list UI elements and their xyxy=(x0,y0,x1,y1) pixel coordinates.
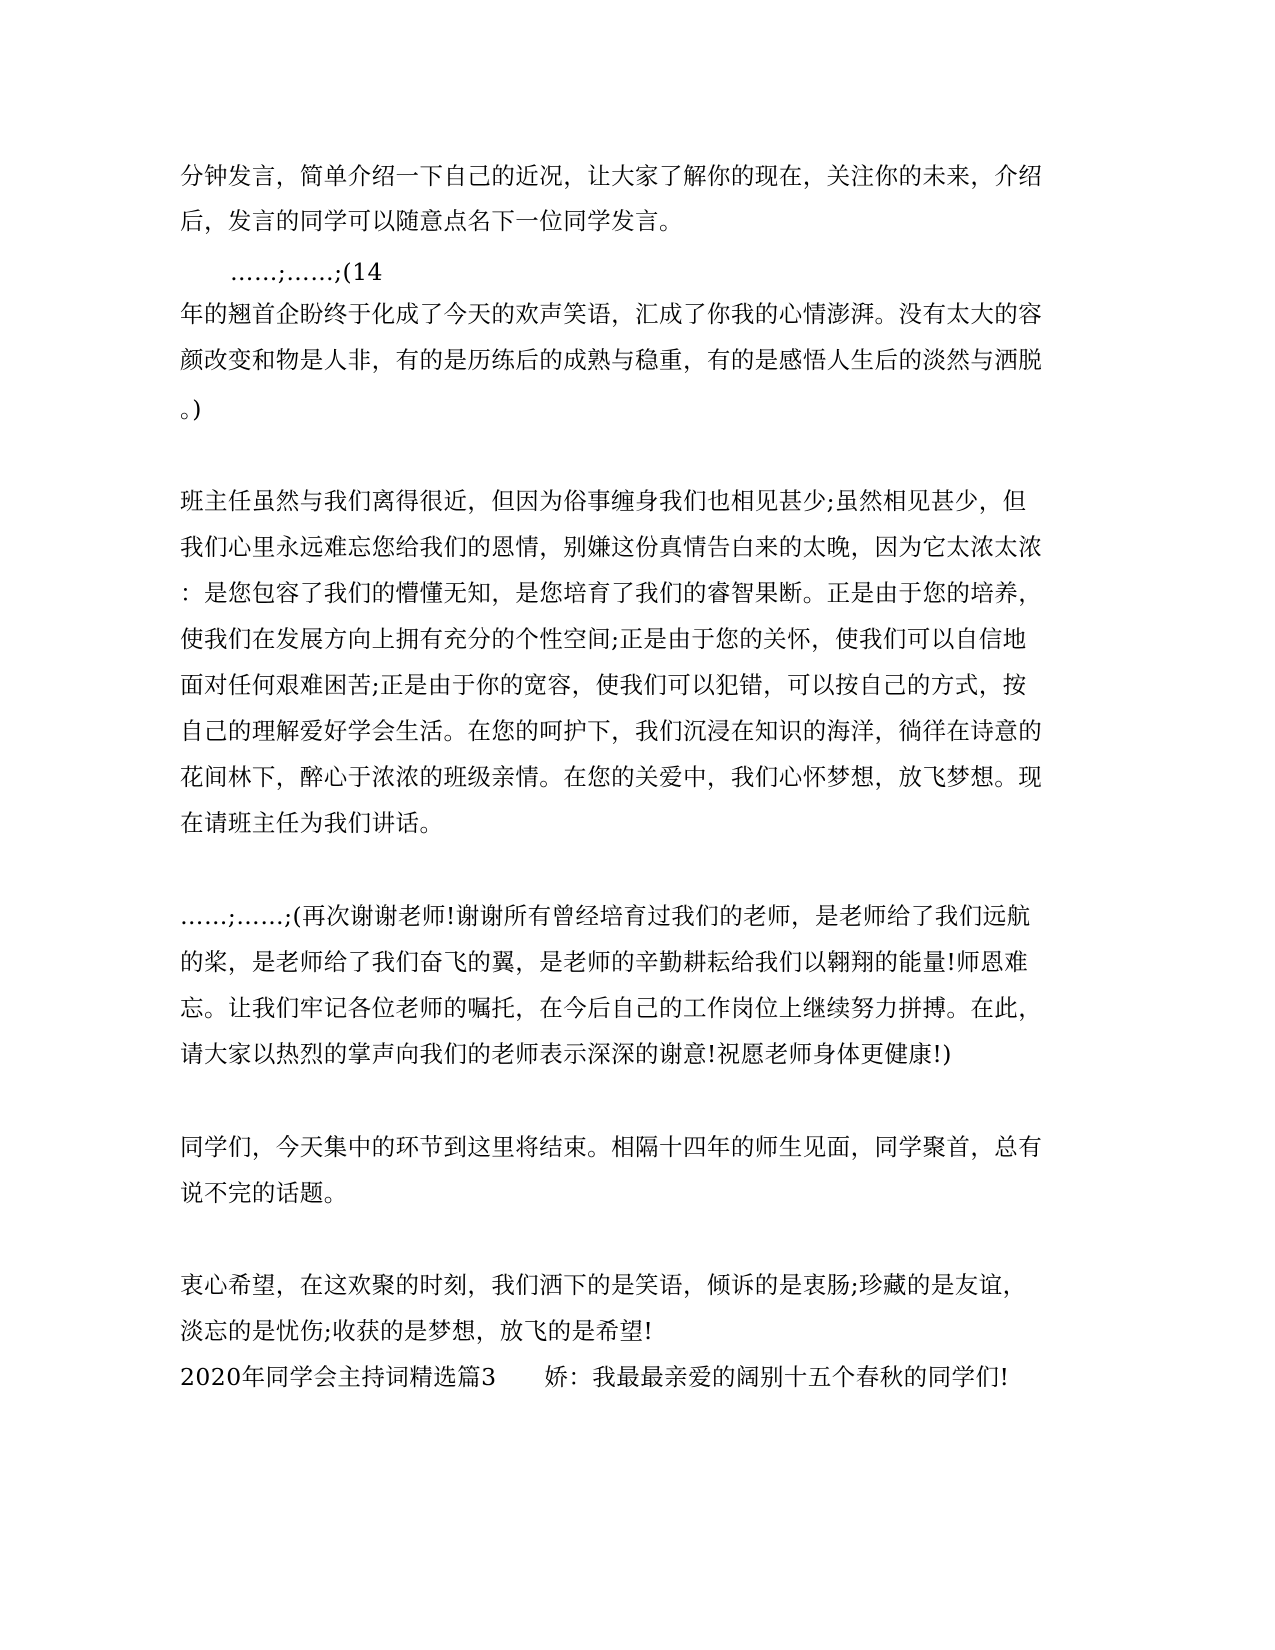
text-line: 。) xyxy=(180,395,202,423)
text-line: 使我们在发展方向上拥有充分的个性空间;正是由于您的关怀，使我们可以自信地 xyxy=(180,625,1027,653)
text-line: 颜改变和物是人非，有的是历练后的成熟与稳重，有的是感悟人生后的淡然与洒脱 xyxy=(180,346,1043,374)
text-line: ：是您包容了我们的懵懂无知，是您培育了我们的睿智果断。正是由于您的培养， xyxy=(180,579,1043,607)
text-line: 分钟发言，简单介绍一下自己的近况，让大家了解你的现在，关注你的未来，介绍 xyxy=(180,162,1043,190)
text-line: 说不完的话题。 xyxy=(180,1179,348,1207)
text-line: 后，发言的同学可以随意点名下一位同学发言。 xyxy=(180,207,683,235)
text-line: 忘。让我们牢记各位老师的嘱托，在今后自己的工作岗位上继续努力拼搏。在此， xyxy=(180,994,1043,1022)
text-line: ……;……;(再次谢谢老师!谢谢所有曾经培育过我们的老师，是老师给了我们远航 xyxy=(180,902,1031,930)
text-line: 衷心希望，在这欢聚的时刻，我们洒下的是笑语，倾诉的是衷肠;珍藏的是友谊， xyxy=(180,1271,1027,1299)
text-line: 淡忘的是忧伤;收获的是梦想，放飞的是希望! xyxy=(180,1317,654,1345)
text-line: 同学们，今天集中的环节到这里将结束。相隔十四年的师生见面，同学聚首，总有 xyxy=(180,1133,1043,1161)
text-line: 班主任虽然与我们离得很近，但因为俗事缠身我们也相见甚少;虽然相见甚少，但 xyxy=(180,487,1027,515)
text-line: ……;……;(14 xyxy=(230,258,383,286)
text-line: 面对任何艰难困苦;正是由于你的宽容，使我们可以犯错，可以按自己的方式，按 xyxy=(180,671,1027,699)
text-line: 的桨，是老师给了我们奋飞的翼，是老师的辛勤耕耘给我们以翱翔的能量!师恩难 xyxy=(180,948,1029,976)
text-line: 花间林下，醉心于浓浓的班级亲情。在您的关爱中，我们心怀梦想，放飞梦想。现 xyxy=(180,763,1043,791)
text-line: 年的翘首企盼终于化成了今天的欢声笑语，汇成了你我的心情澎湃。没有太大的容 xyxy=(180,300,1043,328)
text-line: 在请班主任为我们讲话。 xyxy=(180,809,444,837)
text-line: 请大家以热烈的掌声向我们的老师表示深深的谢意!祝愿老师身体更健康!) xyxy=(180,1040,952,1068)
text-line: 自己的理解爱好学会生活。在您的呵护下，我们沉浸在知识的海洋，徜徉在诗意的 xyxy=(180,717,1043,745)
text-line: 2020年同学会主持词精选篇3 娇：我最最亲爱的阔别十五个春秋的同学们! xyxy=(180,1363,1010,1391)
text-line: 我们心里永远难忘您给我们的恩情，别嫌这份真情告白来的太晚，因为它太浓太浓 xyxy=(180,533,1043,561)
